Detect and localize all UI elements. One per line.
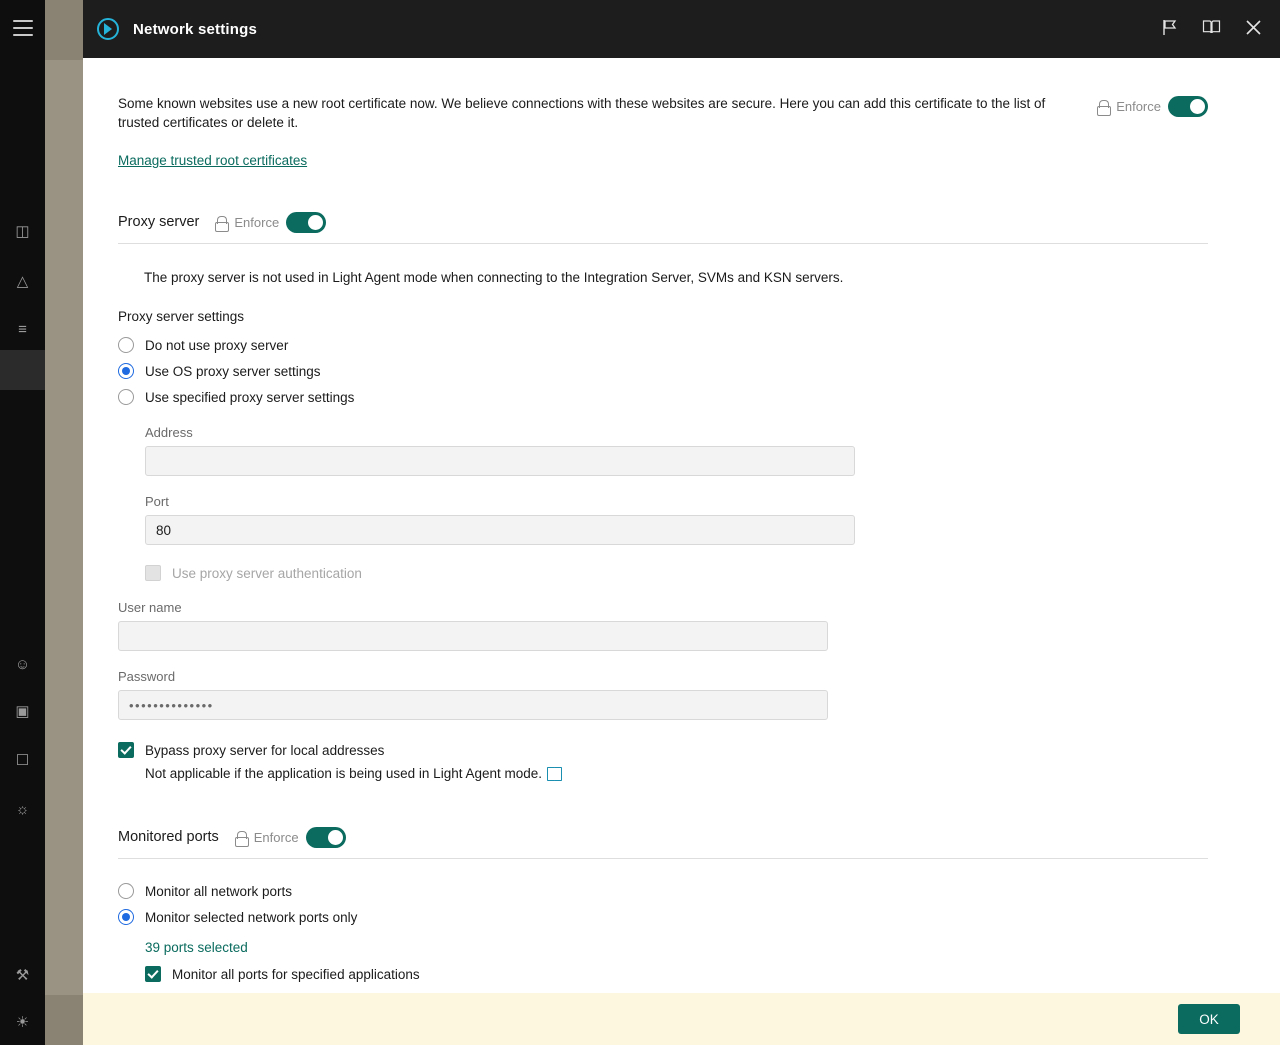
enforce-label: Enforce [253, 830, 299, 845]
radio-monitor-all-ports[interactable] [118, 883, 1208, 899]
proxy-enforce-group [215, 210, 326, 233]
enforce-label: Enforce [234, 215, 280, 230]
background-secondary-column-inner [45, 60, 83, 995]
checkbox-indicator [118, 742, 134, 758]
settings-scroll-area[interactable] [83, 58, 1280, 1045]
radio-monitor-selected-ports[interactable] [118, 909, 1208, 925]
radio-do-not-use-proxy[interactable] [118, 337, 1208, 353]
rail-card-icon[interactable]: ◫ [15, 223, 30, 240]
proxy-server-section-title: Proxy server [118, 213, 200, 230]
rail-cart-icon[interactable]: ☼ [15, 800, 30, 818]
radio-indicator [118, 883, 134, 899]
password-input[interactable] [118, 690, 828, 720]
lock-icon [1097, 100, 1109, 114]
manage-trusted-root-certificates-link[interactable]: Manage trusted root certificates [118, 153, 308, 168]
app-logo-icon [97, 18, 119, 40]
radio-label: Monitor all network ports [145, 883, 293, 899]
lock-icon [215, 216, 227, 230]
background-left-rail [0, 0, 45, 1045]
network-settings-dialog [83, 0, 1280, 1045]
radio-label: Do not use proxy server [145, 337, 289, 353]
monitored-ports-section-header [118, 825, 1208, 859]
proxy-enforce-toggle[interactable] [286, 212, 326, 233]
root-certificate-description: Some known websites use a new root certificate now. We believe connections with these websites are secure. Here you can add this certificate to the list of trusted certificates or delete it. [118, 96, 1046, 130]
certificates-enforce-toggle[interactable] [1168, 96, 1208, 117]
root-certificate-section [118, 94, 1208, 132]
password-masked-value: •••••••••••••• [129, 697, 214, 713]
radio-label: Use OS proxy server settings [145, 363, 321, 379]
checkbox-indicator [145, 565, 161, 581]
ports-enforce-group [235, 825, 346, 848]
radio-label: Use specified proxy server settings [145, 389, 355, 405]
dialog-title: Network settings [133, 20, 258, 38]
lock-icon [235, 831, 247, 845]
bypass-proxy-note-text: Not applicable if the application is being used in Light Agent mode. [145, 766, 543, 781]
port-input[interactable]: 80 [145, 515, 855, 545]
address-label: Address [145, 425, 193, 440]
checkbox-label: Bypass proxy server for local addresses [145, 742, 385, 758]
rail-account-icon[interactable]: ☀ [15, 1014, 30, 1031]
radio-use-specified-proxy[interactable] [118, 389, 1208, 405]
checkbox-label: Use proxy server authentication [172, 565, 362, 581]
rail-tree-icon[interactable]: ≡ [18, 320, 27, 338]
radio-indicator [118, 389, 134, 405]
certificates-enforce-group [1097, 94, 1208, 117]
radio-use-os-proxy[interactable] [118, 363, 1208, 379]
address-input[interactable] [145, 446, 855, 476]
rail-user-icon[interactable]: ☺ [14, 655, 31, 673]
bypass-proxy-local-checkbox[interactable] [118, 742, 1208, 758]
ok-button[interactable]: OK [1178, 1004, 1240, 1034]
rail-selected-indicator [0, 350, 45, 390]
proxy-server-section-header [118, 210, 1208, 244]
bypass-proxy-note [145, 766, 1208, 781]
close-icon[interactable] [1245, 19, 1262, 40]
checkbox-label: Monitor all ports for specified applications [172, 966, 420, 982]
menu-hamburger-icon[interactable] [13, 20, 33, 36]
proxy-settings-label: Proxy server settings [118, 309, 245, 324]
password-label: Password [118, 669, 176, 684]
monitored-ports-section-title: Monitored ports [118, 828, 219, 845]
dialog-titlebar [83, 0, 1280, 58]
radio-indicator [118, 363, 134, 379]
username-input[interactable] [118, 621, 828, 651]
help-book-icon[interactable] [547, 767, 562, 779]
dialog-footer [83, 993, 1280, 1045]
proxy-light-agent-note: The proxy server is not used in Light Agent mode when connecting to the Integration Server, SVMs and KSN servers. [144, 270, 844, 285]
ports-enforce-toggle[interactable] [306, 827, 346, 848]
ports-selected-link[interactable]: 39 ports selected [145, 940, 248, 955]
use-proxy-authentication-checkbox[interactable] [145, 565, 1208, 581]
username-label: User name [118, 600, 182, 615]
monitor-specified-applications-checkbox[interactable] [145, 966, 1208, 982]
enforce-label: Enforce [1116, 99, 1161, 114]
flag-icon[interactable] [1162, 19, 1178, 40]
dialog-content [83, 58, 1280, 1045]
rail-display-icon[interactable]: ☐ [15, 752, 30, 769]
rail-warning-icon[interactable]: △ [16, 273, 29, 290]
rail-monitor-icon[interactable]: ▣ [15, 703, 30, 720]
radio-label: Monitor selected network ports only [145, 909, 358, 925]
checkbox-indicator [145, 966, 161, 982]
help-book-icon[interactable] [1202, 19, 1221, 39]
radio-indicator [118, 909, 134, 925]
radio-indicator [118, 337, 134, 353]
port-label: Port [145, 494, 169, 509]
rail-tools-icon[interactable]: ⚒ [15, 967, 30, 984]
